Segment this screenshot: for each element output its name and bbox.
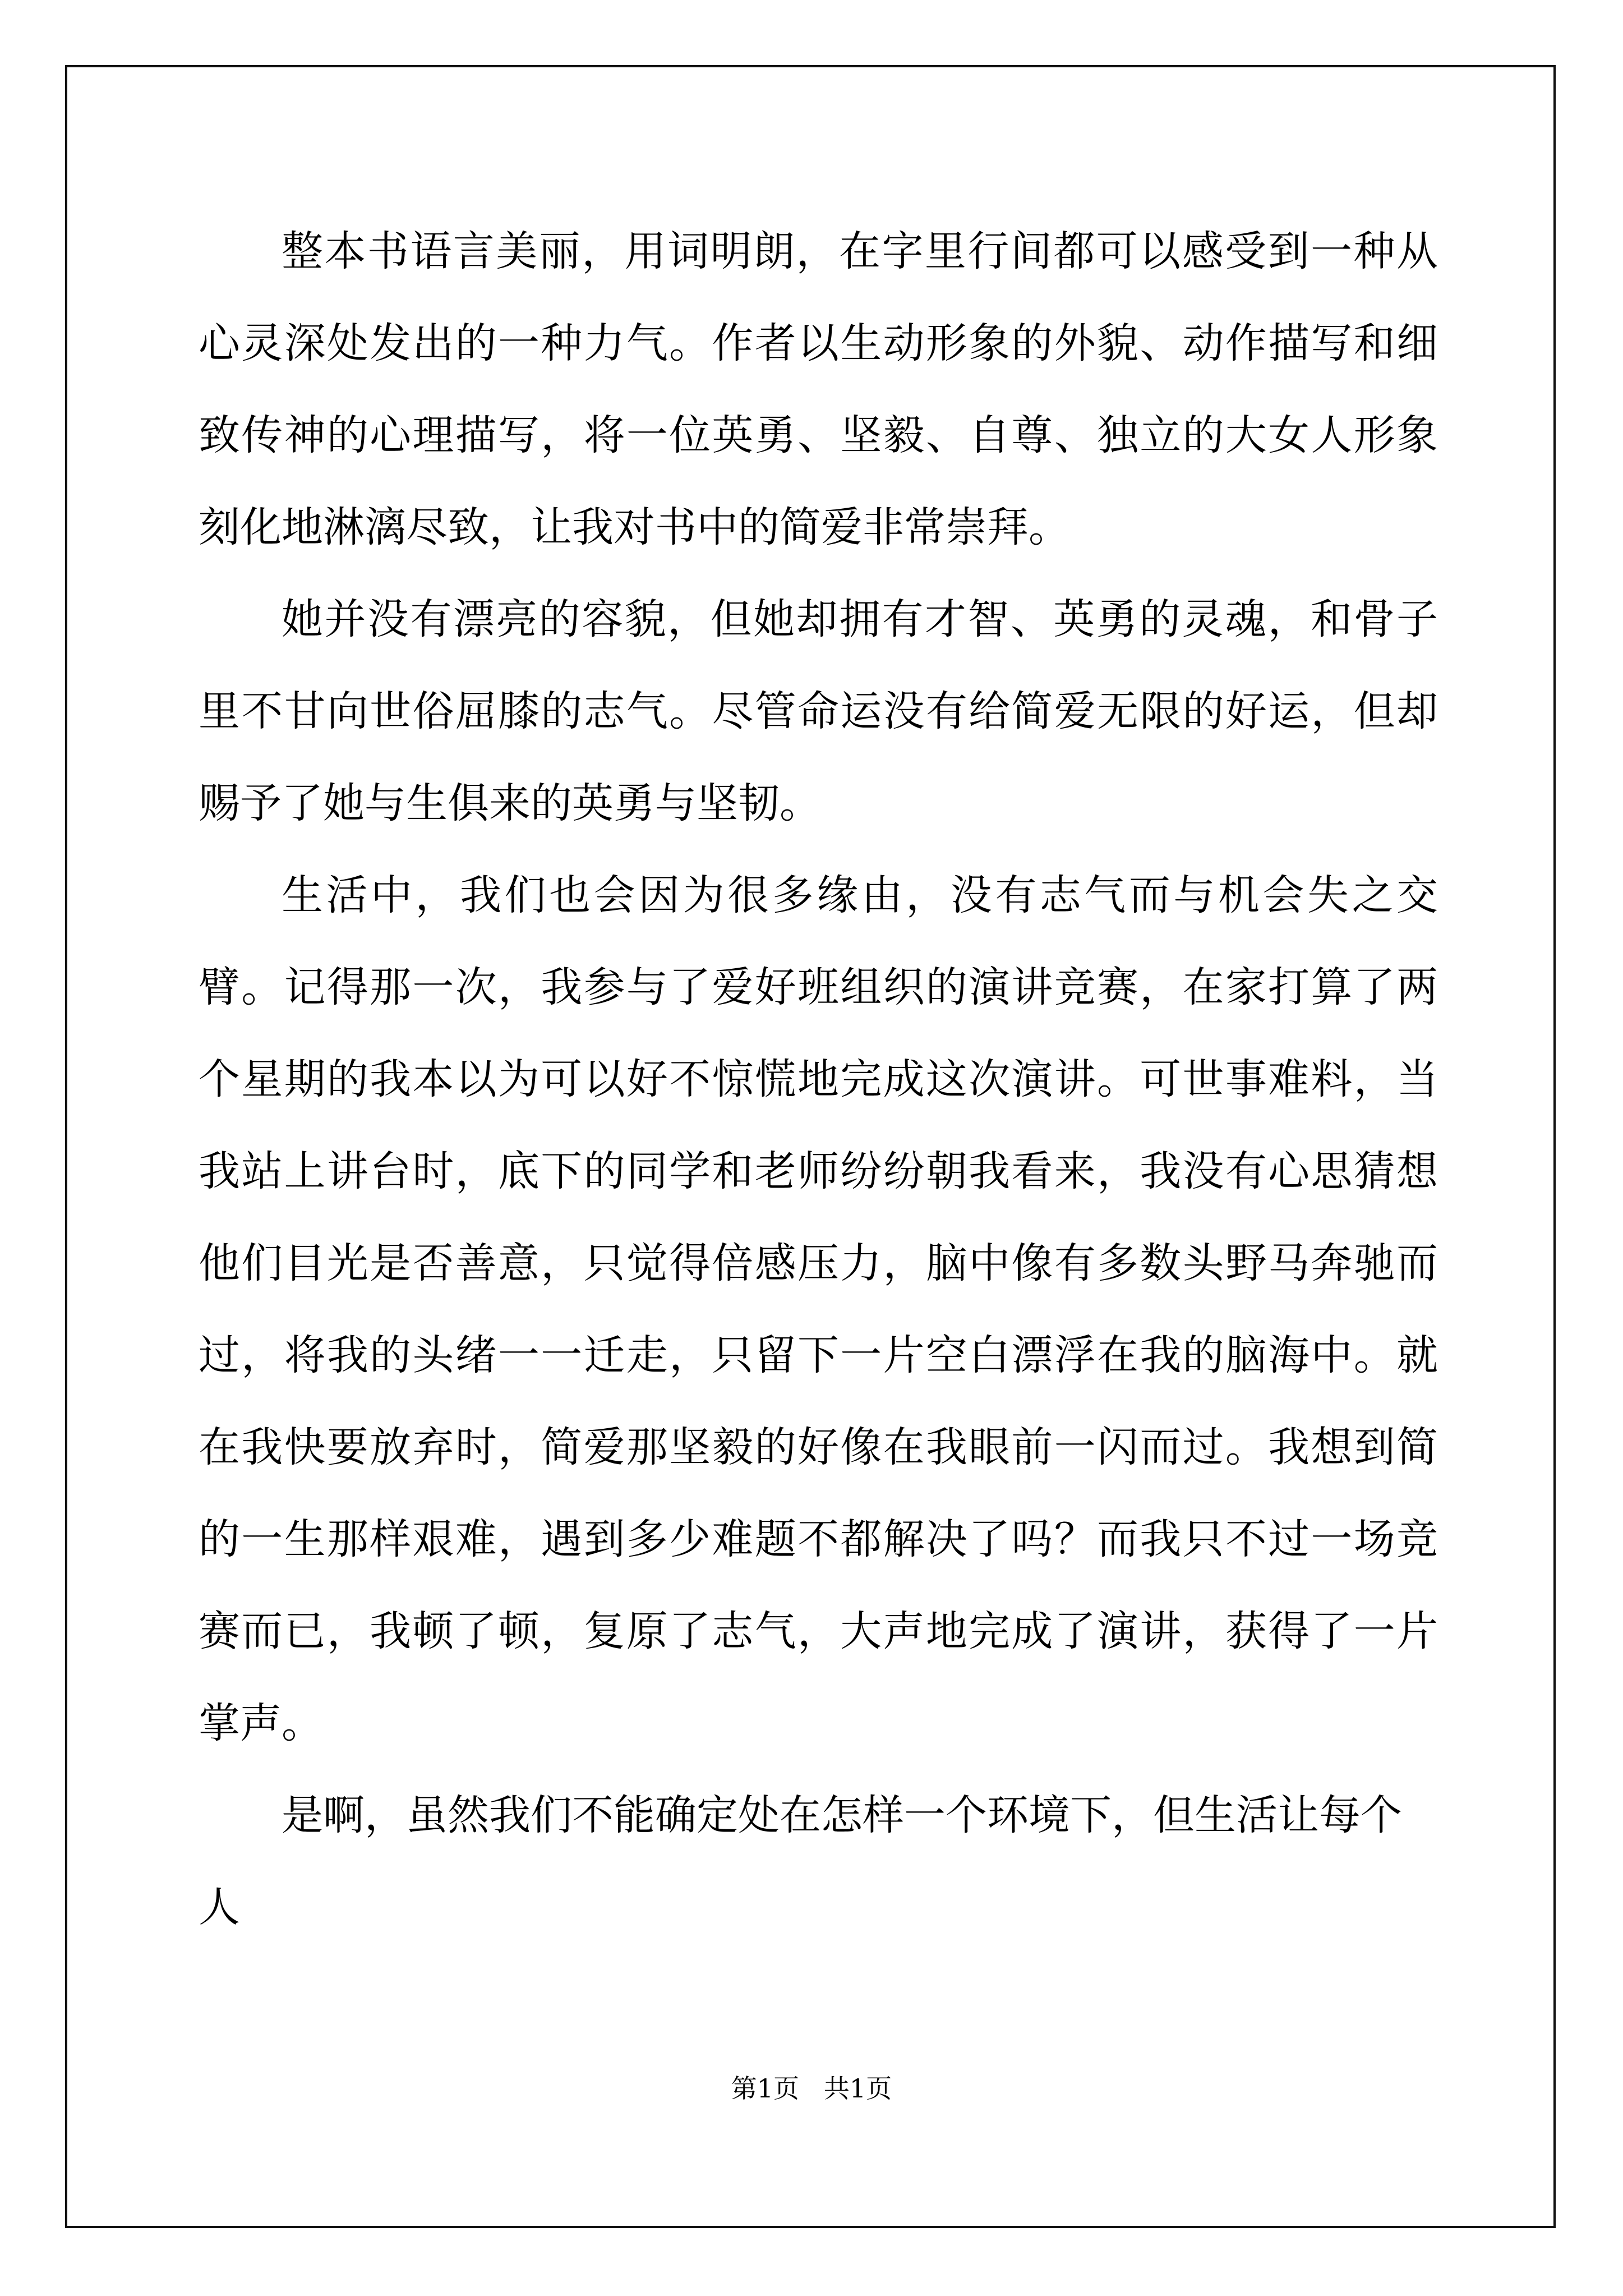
paragraph: 生活中，我们也会因为很多缘由，没有志气而与机会失之交臂。记得那一次，我参与了爱好班组织的演讲竞赛，在家打算了两个星期的我本以为可以好不惊慌地完成这次演讲。可世事难料，当我站上讲台时，底下的同学和老师纷纷朝我看来，我没有心思猜想他们目光是否善意，只觉得倍感压力，脑中像有多数头野马奔驰而过，将我的头绪一一迁走，只留下一片空白漂浮在我的脑海中。就在我快要放弃时，简爱那坚毅的好像在我眼前一闪而过。我想到简的一生那样艰难，遇到多少难题不都解决了吗？而我只不过一场竞赛而已，我顿了顿，复原了志气，大声地完成了演讲，获得了一片掌声。 [199,871,1438,1747]
document-body [199,205,1438,1953]
paragraph: 整本书语言美丽，用词明朗，在字里行间都可以感受到一种从心灵深处发出的一种力气。作者以生动形象的外貌、动作描写和细致传神的心理描写，将一位英勇、坚毅、自尊、独立的大女人形象刻化地淋漓尽致，让我对书中的简爱非常崇拜。 [199,227,1438,551]
paragraph: 是啊，虽然我们不能确定处在怎样一个环境下，但生活让每个人 [199,1791,1402,1931]
paragraph: 她并没有漂亮的容貌，但她却拥有才智、英勇的灵魂，和骨子里不甘向世俗屈膝的志气。尽管命运没有给简爱无限的好运，但却赐予了她与生俱来的英勇与坚韧。 [199,595,1438,827]
page-footer: 第1页 共1页 [731,2073,892,2104]
